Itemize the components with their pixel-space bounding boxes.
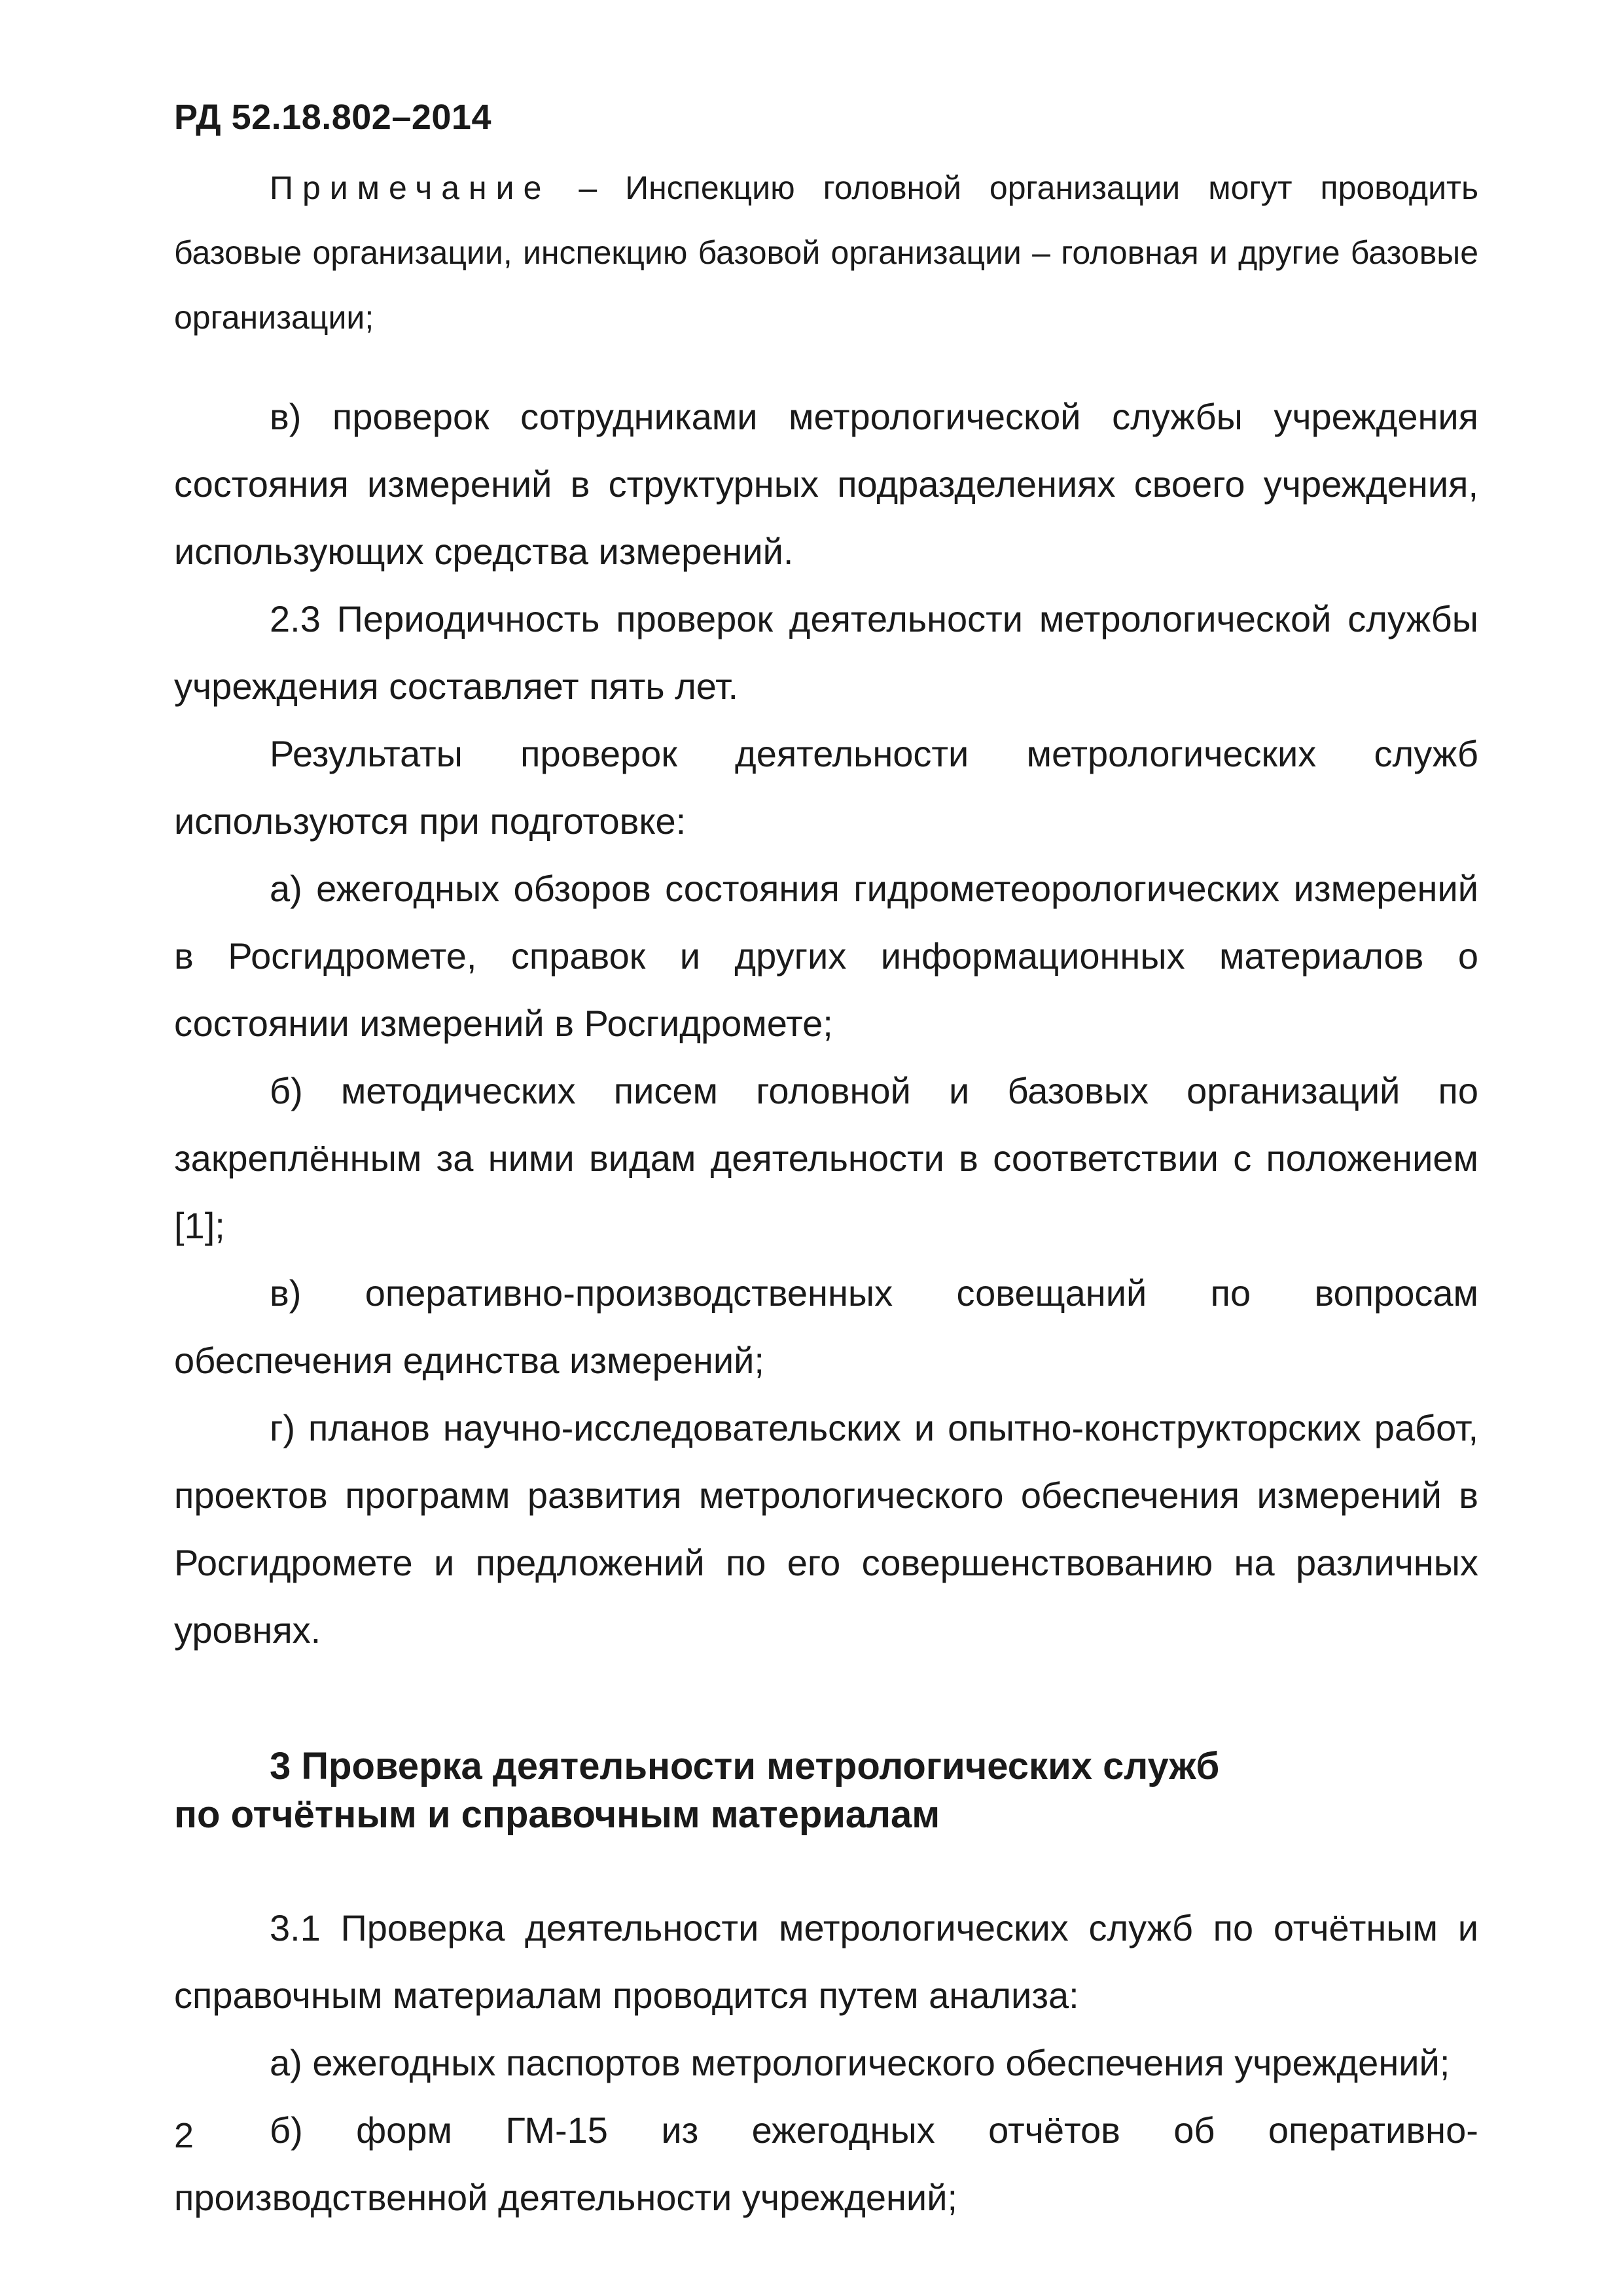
- section-3-list-item-a: а) ежегодных паспортов метрологического обеспечения учреждений;: [270, 2042, 1450, 2083]
- section-3-list-item-b-line2: производственной деятельности учреждений;: [174, 2177, 958, 2218]
- word: б): [270, 2109, 303, 2151]
- word: ежегодных: [751, 2109, 935, 2151]
- section-3-heading-line2: по отчётным и справочным материалам: [174, 1793, 940, 1836]
- section-3-list-item-b-line1: [174, 2096, 1478, 2164]
- list-item-a: а) ежегодных обзоров состояния гидрометеорологических измерений в Росгидромете, справок и других информационных материалов о состоянии измерений в Росгидромете;: [174, 868, 1478, 1044]
- list-item-b: б) методических писем головной и базовых организаций по закреплённым за ними видам деятельности в соответствии с положением [1];: [174, 1070, 1478, 1246]
- note-text: – Инспекцию головной организации могут проводить базовые организации, инспекцию базовой организации – головная и другие базовые организации;: [174, 170, 1478, 336]
- spacer: [174, 1839, 1478, 1894]
- paragraph-2-3: 2.3 Периодичность проверок деятельности метрологической службы учреждения составляет пять лет.: [174, 598, 1478, 707]
- list-item-v: в) оперативно-производственных совещаний по вопросам обеспечения единства измерений;: [174, 1272, 1478, 1381]
- paragraph-3-1: 3.1 Проверка деятельности метрологических служб по отчётным и справочным материалам проводится путем анализа:: [174, 1907, 1478, 2016]
- document-body: [174, 156, 1478, 2231]
- list-item-v-check: в) проверок сотрудниками метрологической службы учреждения состояния измерений в структурных подразделениях своего учреждения, использующих средства измерений.: [174, 396, 1478, 572]
- spacer: [174, 1664, 1478, 1742]
- list-item-g: г) планов научно-исследовательских и опытно-конструкторских работ, проектов программ развития метрологического обеспечения измерений в Росгидромете и предложений по его совершенствованию на различных уровнях.: [174, 1407, 1478, 1651]
- note-paragraph: [174, 156, 1478, 350]
- word: отчётов: [988, 2109, 1120, 2151]
- word: ГМ-15: [505, 2109, 608, 2151]
- document-code: РД 52.18.802–2014: [174, 98, 491, 137]
- word: оперативно-: [1268, 2109, 1478, 2151]
- note-label: Примечание: [270, 170, 551, 206]
- section-3-heading: [174, 1742, 1478, 1839]
- word: из: [661, 2109, 699, 2151]
- spacer: [174, 350, 1478, 383]
- word: об: [1173, 2109, 1215, 2151]
- word: форм: [356, 2109, 452, 2151]
- results-intro-paragraph: Результаты проверок деятельности метрологических служб используются при подготовке:: [174, 733, 1478, 842]
- page-number: 2: [174, 2116, 194, 2155]
- section-3-heading-line1: 3 Проверка деятельности метрологических служб: [270, 1745, 1220, 1787]
